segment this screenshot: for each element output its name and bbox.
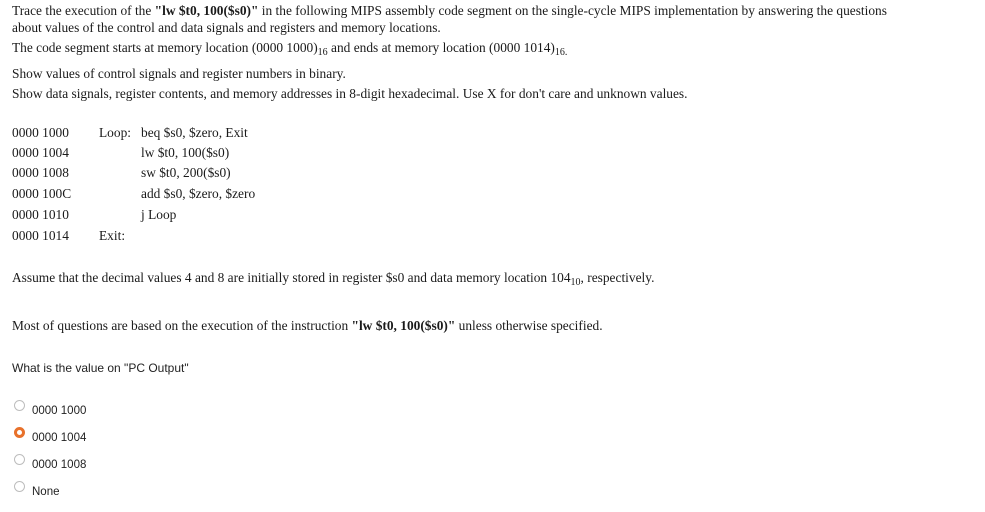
- option-label: 0000 1004: [32, 432, 87, 444]
- option-label: None: [32, 486, 60, 498]
- assumption-subscript: 10: [570, 277, 581, 288]
- code-address: 0000 1014: [12, 228, 69, 243]
- end-subscript: 16.: [554, 47, 568, 58]
- answer-option[interactable]: [14, 456, 86, 474]
- intro-line-4: Show values of control signals and register numbers in binary.: [12, 66, 346, 81]
- code-address: 0000 1004: [12, 145, 69, 160]
- end-text: and ends at memory location (0000 1014): [327, 40, 555, 55]
- intro-line-5: Show data signals, register contents, and memory addresses in 8-digit hexadecimal. Use X for don't care and unknown values.: [12, 86, 688, 101]
- start-text: The code segment starts at memory location (0000 1000): [12, 40, 318, 55]
- radio-button[interactable]: [14, 481, 25, 492]
- radio-button-selected[interactable]: [14, 427, 25, 438]
- option-label: 0000 1000: [32, 405, 87, 417]
- code-address: 0000 100C: [12, 186, 72, 201]
- context-main: Most of questions are based on the execution of the instruction: [12, 318, 352, 333]
- code-instruction: add $s0, $zero, $zero: [141, 186, 256, 201]
- intro-line-1: [12, 3, 887, 19]
- intro-line-2: about values of the control and data signals and registers and memory locations.: [12, 20, 441, 35]
- context-end: unless otherwise specified.: [455, 318, 603, 333]
- start-subscript: 16: [317, 47, 328, 58]
- radio-button[interactable]: [14, 454, 25, 465]
- code-address: 0000 1008: [12, 165, 69, 180]
- code-instruction: j Loop: [141, 207, 177, 222]
- radio-button[interactable]: [14, 400, 25, 411]
- assumption-end: , respectively.: [580, 270, 655, 285]
- answer-option[interactable]: [14, 483, 60, 501]
- answer-option[interactable]: [14, 402, 86, 420]
- intro-instruction: "lw $t0, 100($s0)": [154, 3, 259, 18]
- context-text: [12, 318, 603, 334]
- code-instruction: lw $t0, 100($s0): [141, 145, 230, 160]
- context-instruction: "lw $t0, 100($s0)": [351, 318, 456, 333]
- assumption-main: Assume that the decimal values 4 and 8 are initially stored in register $s0 and data memory location 104: [12, 270, 571, 285]
- code-instruction: beq $s0, $zero, Exit: [141, 125, 248, 140]
- code-label: Exit:: [99, 228, 126, 243]
- option-label: 0000 1008: [32, 459, 87, 471]
- intro-line-3: [12, 40, 567, 56]
- code-address: 0000 1000: [12, 125, 69, 140]
- intro-text: Trace the execution of the: [12, 3, 155, 18]
- answer-option[interactable]: [14, 429, 86, 447]
- code-instruction: sw $t0, 200($s0): [141, 165, 231, 180]
- code-label: Loop:: [99, 125, 131, 140]
- assumption-text: [12, 270, 654, 286]
- code-address: 0000 1010: [12, 207, 69, 222]
- question-prompt: What is the value on "PC Output": [12, 361, 189, 375]
- intro-text-cont: in the following MIPS assembly code segment on the single-cycle MIPS implementation by answering the questions: [258, 3, 887, 18]
